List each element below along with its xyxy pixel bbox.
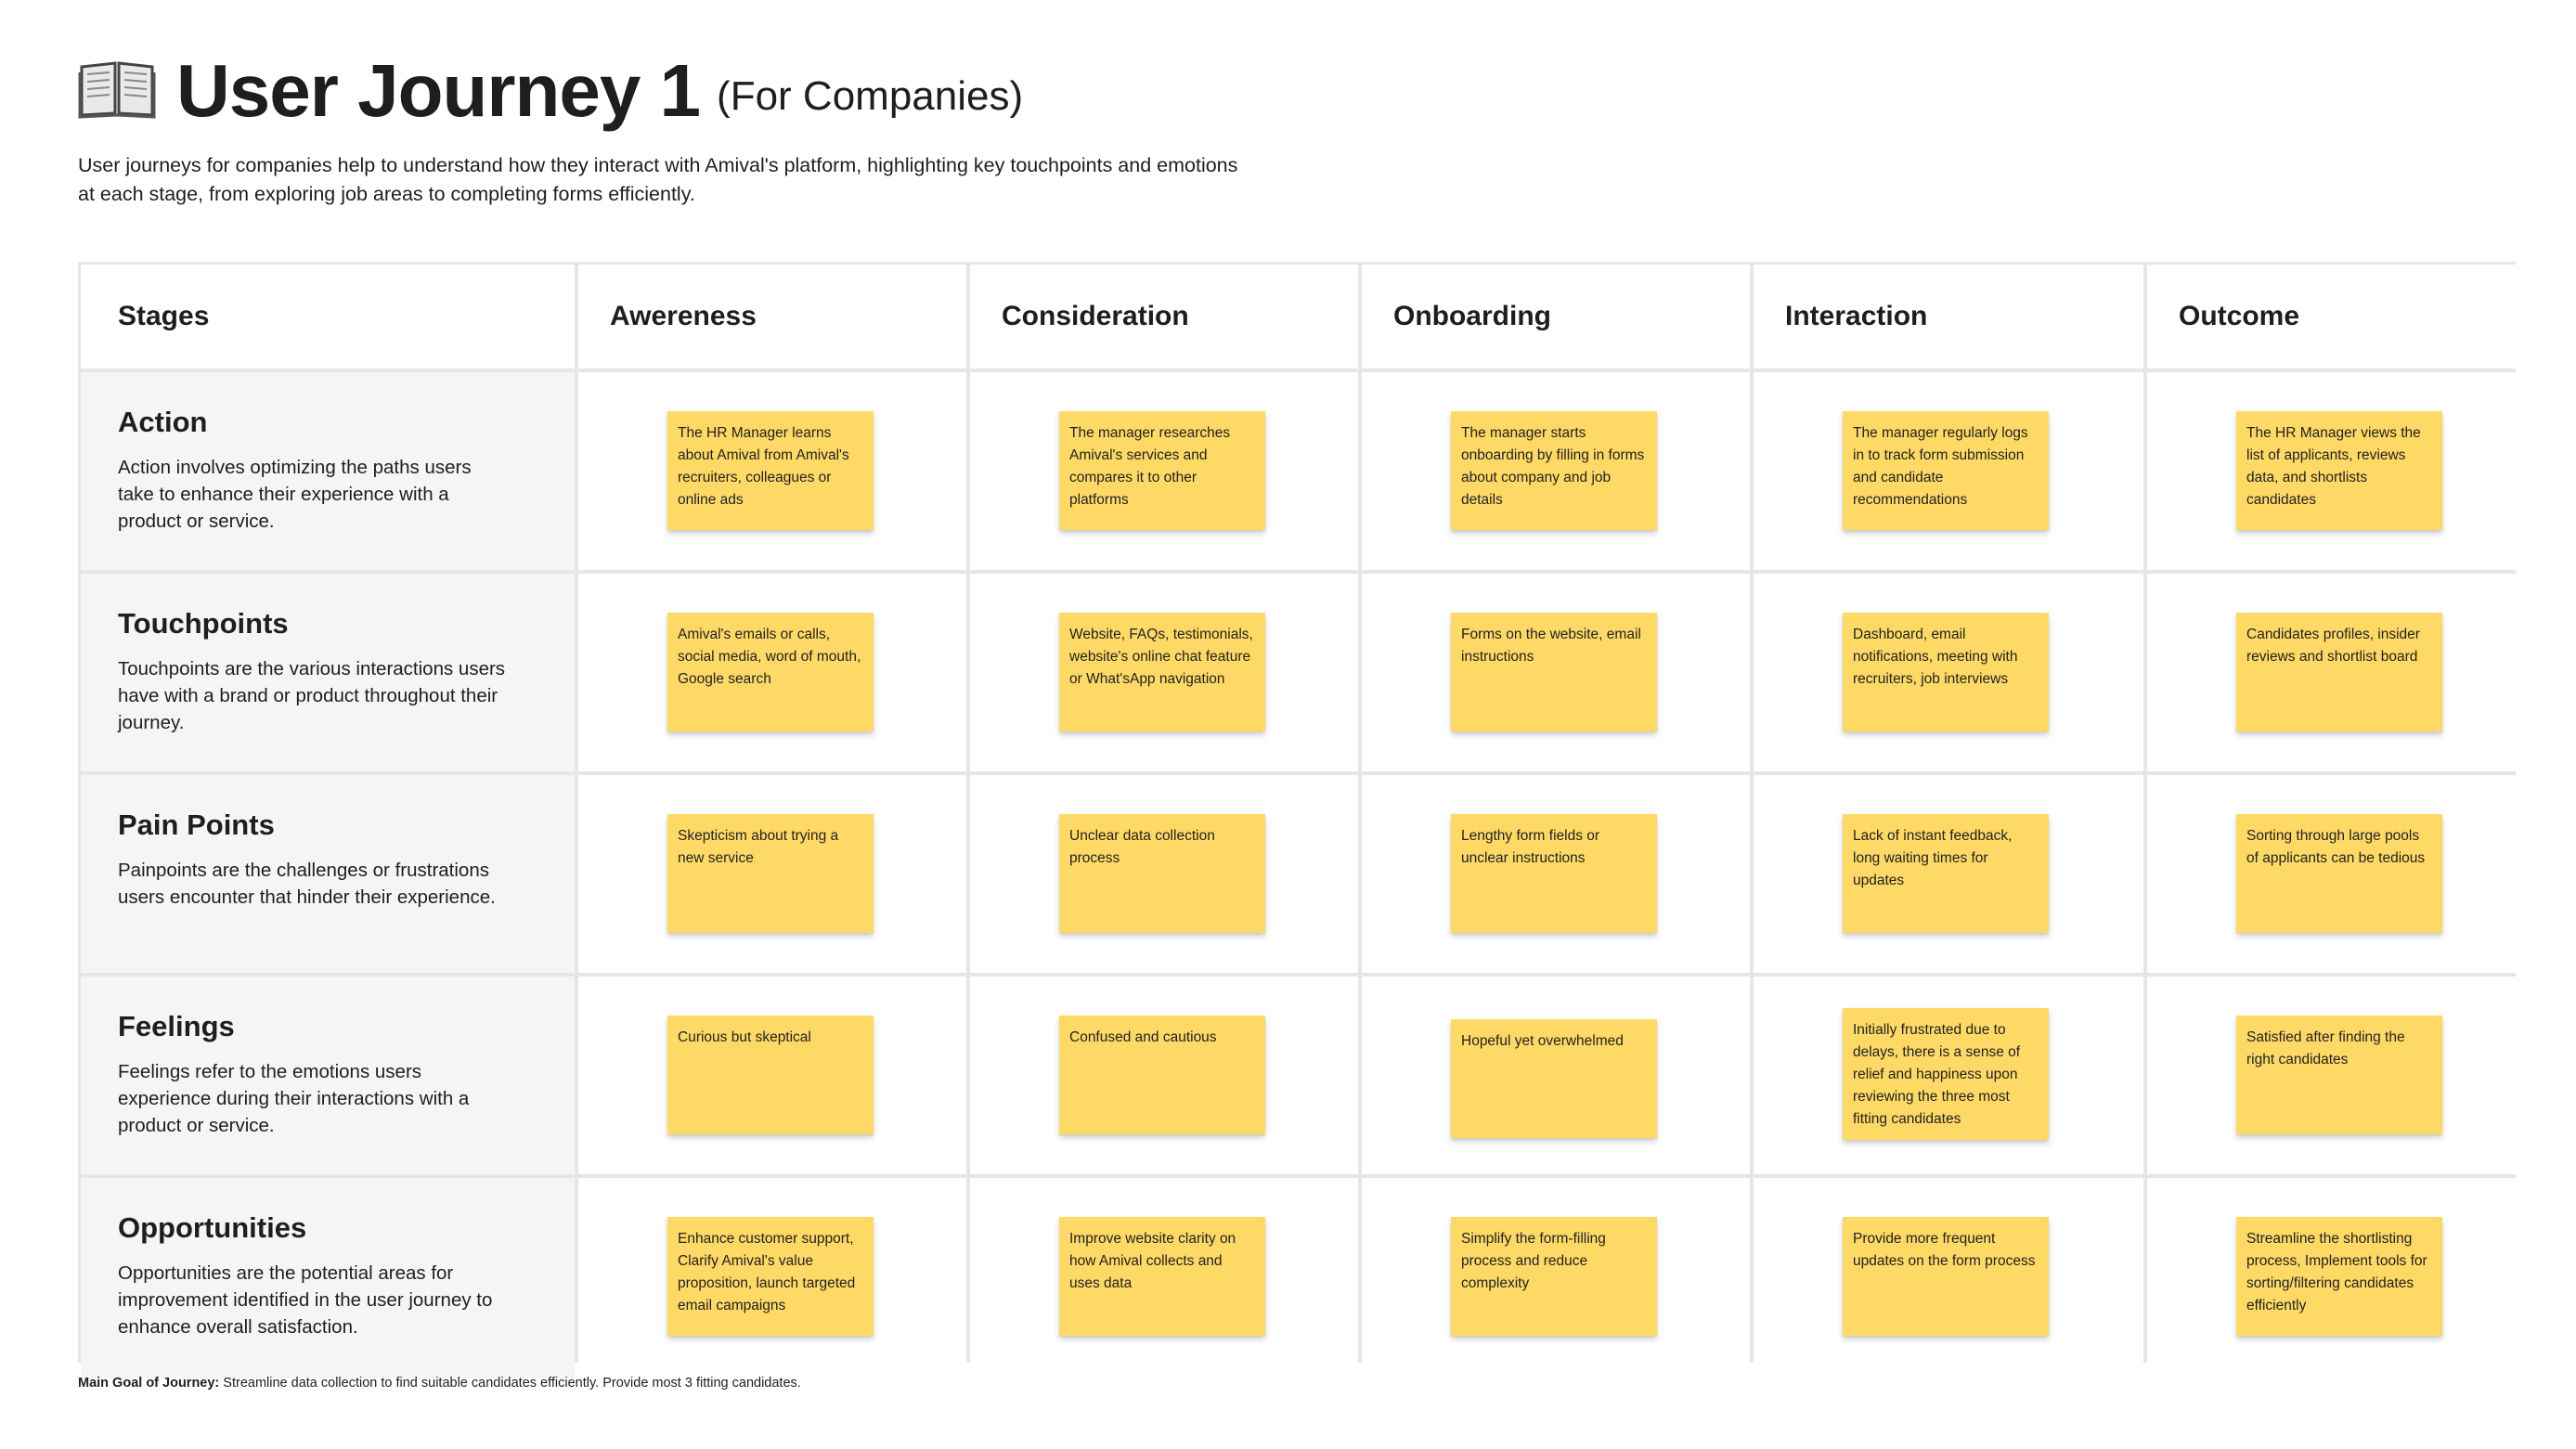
journey-cell [1754,574,2143,771]
journey-cell [1362,372,1750,570]
journey-cell [1362,574,1750,771]
row-header-action [81,372,575,570]
row-description: Opportunities are the potential areas for improvement identified in the user journey to enhance overall satisfaction. [118,1262,493,1338]
column-label: Consideration [1002,301,1189,331]
sticky-note[interactable]: Simplify the form-filling process and reduce complexity [1451,1217,1657,1336]
journey-cell [970,574,1358,771]
sticky-note[interactable]: Hopeful yet overwhelmed [1451,1019,1657,1138]
column-header-onboarding [1362,265,1750,369]
row-header-pain-points [81,775,575,973]
sticky-note[interactable]: Unclear data collection process [1059,814,1265,933]
row-title: Opportunities [118,1211,307,1244]
journey-cell [970,977,1358,1174]
journey-cell [2147,372,2537,570]
sticky-note[interactable]: Initially frustrated due to delays, there is a sense of relief and happiness upon reviewing the three most fitting candidates [1843,1008,2049,1140]
journey-cell [2147,775,2537,973]
column-header-interaction [1754,265,2143,369]
journey-cell [1362,775,1750,973]
stages-header-cell [81,265,575,369]
sticky-note[interactable]: Satisfied after finding the right candidates [2236,1016,2442,1134]
column-header-consideration [970,265,1358,369]
row-header-touchpoints [81,574,575,771]
journey-cell [1754,372,2143,570]
sticky-note[interactable]: The HR Manager views the list of applicants, reviews data, and shortlists candidates [2236,411,2442,530]
sticky-note[interactable]: Improve website clarity on how Amival collects and uses data [1059,1217,1265,1336]
sticky-note[interactable]: Lengthy form fields or unclear instructions [1451,814,1657,933]
sticky-note[interactable]: Provide more frequent updates on the form process [1843,1217,2049,1336]
journey-goal-footer [78,1376,801,1391]
journey-cell [2147,574,2537,771]
journey-cell [970,1178,1358,1378]
journey-cell [1754,775,2143,973]
column-header-outcome [2147,265,2537,369]
journey-cell [970,775,1358,973]
sticky-note[interactable]: The manager starts onboarding by filling in forms about company and job details [1451,411,1657,530]
journey-cell [578,574,966,771]
page-title: User Journey 1 [176,49,701,132]
column-label: Onboarding [1393,301,1551,331]
journey-cell [1754,1178,2143,1378]
column-label: Outcome [2179,301,2300,331]
goal-text: Streamline data collection to find suitable candidates efficiently. Provide most 3 fitting candidates. [219,1376,801,1391]
stages-label: Stages [118,301,210,331]
journey-cell [1754,977,2143,1174]
sticky-note[interactable]: Curious but skeptical [667,1016,874,1134]
journey-cell [578,977,966,1174]
sticky-note[interactable]: The HR Manager learns about Amival from Amival's recruiters, colleagues or online ads [667,411,874,530]
sticky-note[interactable]: Forms on the website, email instructions [1451,613,1657,731]
sticky-note[interactable]: Sorting through large pools of applicants can be tedious [2236,814,2442,933]
column-label: Interaction [1785,301,1928,331]
column-header-awereness [578,265,966,369]
page-subtitle: (For Companies) [717,73,1024,119]
journey-table [78,262,2516,1363]
column-label: Awereness [610,301,757,331]
sticky-note[interactable]: Dashboard, email notifications, meeting with recruiters, job interviews [1843,613,2049,731]
journey-cell [2147,977,2537,1174]
goal-label: Main Goal of Journey: [78,1376,220,1391]
row-title: Feelings [118,1010,235,1042]
row-title: Touchpoints [118,607,289,640]
page-header [78,50,2306,132]
sticky-note[interactable]: Streamline the shortlisting process, Implement tools for sorting/filtering candidates efficiently [2236,1217,2442,1336]
sticky-note[interactable]: The manager researches Amival's services and compares it to other platforms [1059,411,1265,530]
row-title: Action [118,406,208,438]
sticky-note[interactable]: Confused and cautious [1059,1016,1265,1134]
journey-cell [578,775,966,973]
journey-cell [2147,1178,2537,1378]
journey-cell [578,372,966,570]
row-header-feelings [81,977,575,1174]
journey-cell [578,1178,966,1378]
open-book-icon [78,58,156,119]
row-description: Touchpoints are the various interactions users have with a brand or product throughout their journey. [118,658,506,733]
row-description: Feelings refer to the emotions users experience during their interactions with a product or service. [118,1061,470,1136]
journey-cell [970,372,1358,570]
journey-cell [1362,977,1750,1174]
title-row [78,50,2306,132]
row-header-opportunities [81,1178,575,1378]
row-description: Action involves optimizing the paths users take to enhance their experience with a product or service. [118,457,472,532]
sticky-note[interactable]: Candidates profiles, insider reviews and shortlist board [2236,613,2442,731]
row-title: Pain Points [118,809,275,841]
sticky-note[interactable]: Enhance customer support, Clarify Amival's value proposition, launch targeted email campaigns [667,1217,874,1336]
sticky-note[interactable]: Amival's emails or calls, social media, word of mouth, Google search [667,613,874,731]
sticky-note[interactable]: Lack of instant feedback, long waiting times for updates [1843,814,2049,933]
sticky-note[interactable]: The manager regularly logs in to track form submission and candidate recommendations [1843,411,2049,530]
sticky-note[interactable]: Skepticism about trying a new service [667,814,874,933]
row-description: Painpoints are the challenges or frustrations users encounter that hinder their experience. [118,860,496,908]
page-description: User journeys for companies help to understand how they interact with Amival's platform, highlighting key touchpoints and emotions at each stage, from exploring job areas to completing forms efficiently. [78,154,1238,205]
sticky-note[interactable]: Website, FAQs, testimonials, website's online chat feature or What'sApp navigation [1059,613,1265,731]
journey-cell [1362,1178,1750,1378]
